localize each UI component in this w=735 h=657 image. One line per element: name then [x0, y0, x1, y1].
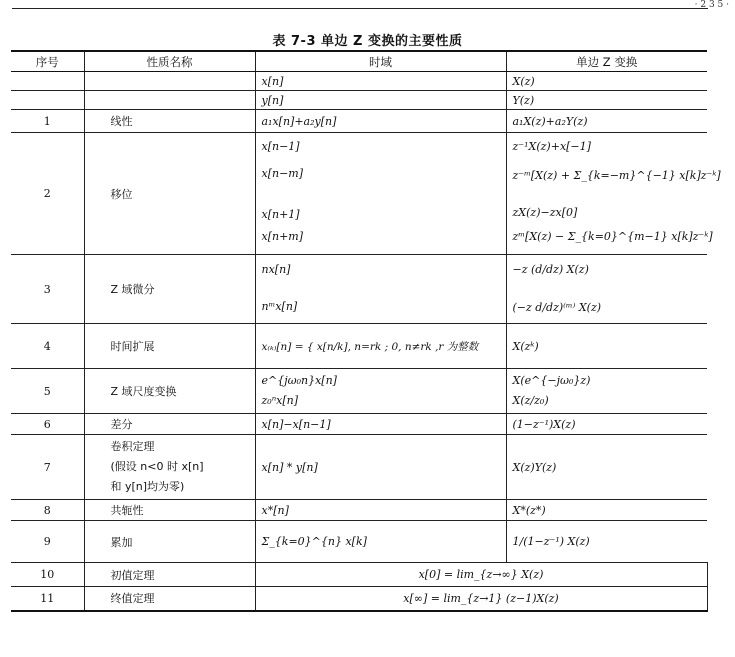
row-index: 5	[11, 369, 84, 414]
time-expr: x[n+m]	[261, 229, 304, 243]
z-expr: 1/(1−z⁻¹) X(z)	[506, 521, 707, 563]
table-row	[11, 500, 707, 521]
time-expr: nᵐx[n]	[261, 300, 298, 313]
row-index: 10	[11, 563, 84, 587]
z-expr: zX(z)−zx[0]	[512, 205, 578, 219]
row-property-name: 时间扩展	[84, 324, 255, 369]
row-property-name: 共轭性	[84, 500, 255, 521]
row-index	[11, 72, 84, 91]
row-property-name: 卷积定理	[110, 440, 155, 453]
row-property-name: 累加	[84, 521, 255, 563]
z-expr: z⁻¹X(z)+x[−1]	[512, 139, 591, 153]
z-expr: Y(z)	[506, 91, 707, 110]
time-expr: Σ_{k=0}^{n} x[k]	[255, 521, 506, 563]
time-expr-group	[255, 369, 506, 414]
row-index: 11	[11, 587, 84, 611]
z-expr-group	[506, 255, 707, 324]
table-row	[11, 324, 707, 369]
z-expr-group	[506, 369, 707, 414]
row-property-name: 线性	[84, 110, 255, 133]
table-row	[11, 91, 707, 110]
time-expr: z₀ⁿx[n]	[261, 394, 299, 407]
z-expr: z⁻ᵐ[X(z) + Σ_{k=−m}^{−1} x[k]z⁻ᵏ]	[512, 168, 721, 182]
time-expr-group	[255, 133, 506, 255]
row-index: 4	[11, 324, 84, 369]
row-index: 1	[11, 110, 84, 133]
z-expr: X(z)Y(z)	[506, 435, 707, 500]
z-expr: X*(z*)	[506, 500, 707, 521]
time-expr-group	[255, 255, 506, 324]
time-expr: x[n]−x[n−1]	[255, 414, 506, 435]
properties-table	[11, 50, 721, 612]
time-expr: x[n+1]	[261, 207, 300, 221]
row-property-note: (假设 n<0 时 x[n]	[110, 460, 204, 473]
z-expr: a₁X(z)+a₂Y(z)	[506, 110, 707, 133]
z-expr: X(z/z₀)	[512, 394, 549, 407]
z-expr: (1−z⁻¹)X(z)	[506, 414, 707, 435]
merged-theorem: x[∞] = lim_{z→1} (z−1)X(z)	[255, 587, 707, 611]
table-row	[11, 110, 707, 133]
col-header-time-domain: 时域	[255, 51, 506, 72]
z-expr: X(z)	[506, 72, 707, 91]
table-row	[11, 521, 707, 563]
row-index: 7	[11, 435, 84, 500]
row-property-name: 初值定理	[84, 563, 255, 587]
table-row	[11, 414, 707, 435]
merged-theorem: x[0] = lim_{z→∞} X(z)	[255, 563, 707, 587]
row-property-name	[84, 72, 255, 91]
page-top-rule	[12, 8, 708, 9]
table-header-row	[11, 51, 707, 72]
row-property-name: Z 域尺度变换	[84, 369, 255, 414]
time-expr: x[n]	[255, 72, 506, 91]
time-expr: x[n−1]	[261, 139, 300, 153]
table-row	[11, 255, 707, 324]
table-row	[11, 72, 707, 91]
table-row	[11, 369, 707, 414]
time-expr: e^{jω₀n}x[n]	[261, 374, 337, 387]
table-row	[11, 133, 707, 255]
row-property-name: 差分	[84, 414, 255, 435]
row-property-name: 移位	[84, 133, 255, 255]
table-row	[11, 563, 707, 587]
row-property-name: 终值定理	[84, 587, 255, 611]
col-header-name: 性质名称	[84, 51, 255, 72]
time-expr: x*[n]	[255, 500, 506, 521]
row-index: 8	[11, 500, 84, 521]
col-header-z-transform: 单边 Z 变换	[506, 51, 707, 72]
row-index: 6	[11, 414, 84, 435]
z-expr: X(e^{−jω₀}z)	[512, 374, 591, 387]
row-property-name	[84, 91, 255, 110]
table-row	[11, 435, 707, 500]
time-expr: a₁x[n]+a₂y[n]	[255, 110, 506, 133]
row-index: 9	[11, 521, 84, 563]
table-row	[11, 587, 707, 611]
table-caption: 表 7-3 单边 Z 变换的主要性质	[272, 34, 463, 49]
row-index: 3	[11, 255, 84, 324]
z-expr-group	[506, 133, 721, 255]
time-expr: y[n]	[255, 91, 506, 110]
z-expr: X(zᵏ)	[506, 324, 707, 369]
page-header-right: · 2 3 5 ·	[694, 0, 729, 10]
row-property-name: Z 域微分	[84, 255, 255, 324]
row-property-name-group	[84, 435, 255, 500]
time-expr: x[n] * y[n]	[255, 435, 506, 500]
time-expr: x₍ₖ₎[n] = { x[n/k], n=rk ; 0, n≠rk ,r 为整数	[255, 324, 506, 369]
z-expr: −z (d/dz) X(z)	[512, 263, 589, 276]
time-expr: x[n−m]	[261, 166, 304, 180]
row-index: 2	[11, 133, 84, 255]
z-expr: zᵐ[X(z) − Σ_{k=0}^{m−1} x[k]z⁻ᵏ]	[512, 229, 713, 243]
col-header-index: 序号	[11, 51, 84, 72]
row-index	[11, 91, 84, 110]
row-property-note: 和 y[n]均为零)	[110, 480, 185, 493]
z-expr: (−z d/dz)⁽ᵐ⁾ X(z)	[512, 301, 602, 314]
time-expr: nx[n]	[261, 263, 291, 276]
